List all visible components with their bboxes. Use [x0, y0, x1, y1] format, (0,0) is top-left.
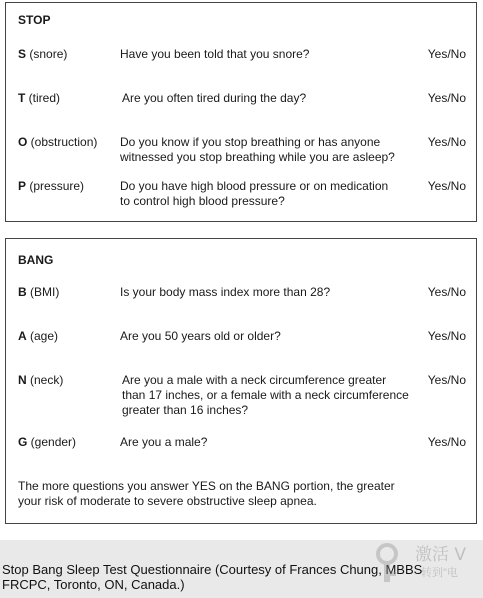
row-question: Are you a male with a neck circumference greater than 17 inches, or a female with a neck circumference greater than 16 inches? — [122, 373, 409, 417]
stop-title: STOP — [18, 13, 51, 27]
row-question: Do you know if you stop breathing or has anyone witnessed you stop breathing while you are asleep? — [120, 135, 395, 164]
row-question: Is your body mass index more than 28? — [120, 285, 331, 299]
row-question: Have you been told that you snore? — [120, 47, 310, 61]
row-answer: Yes/No — [427, 435, 466, 449]
row-label: B (BMI) — [18, 285, 60, 299]
row-answer: Yes/No — [427, 91, 466, 105]
bang-title: BANG — [18, 253, 54, 267]
figure-caption: Stop Bang Sleep Test Questionnaire (Courtesy of Frances Chung, MBBS FRCPC, Toronto, ON, Canada.) — [2, 562, 423, 592]
row-question: Are you often tired during the day? — [122, 91, 307, 105]
row-question: Are you 50 years old or older? — [120, 329, 281, 343]
row-label: T (tired) — [18, 91, 61, 105]
stop-section — [5, 2, 477, 222]
row-answer: Yes/No — [427, 47, 466, 61]
row-answer: Yes/No — [427, 135, 466, 149]
row-label: O (obstruction) — [18, 135, 98, 149]
bang-section — [5, 238, 477, 524]
bang-note: The more questions you answer YES on the BANG portion, the greater your risk of moderate to severe obstructive sleep apnea. — [18, 479, 395, 508]
row-label: A (age) — [18, 329, 59, 343]
figure-caption-bar — [0, 540, 483, 598]
row-label: G (gender) — [18, 435, 77, 449]
row-label: P (pressure) — [18, 179, 85, 193]
watermark-subtext: 转到"电 — [421, 567, 458, 579]
row-question: Are you a male? — [120, 435, 208, 449]
row-answer: Yes/No — [427, 285, 466, 299]
row-answer: Yes/No — [427, 329, 466, 343]
row-label: S (snore) — [18, 47, 68, 61]
row-question: Do you have high blood pressure or on medication to control high blood pressure? — [120, 179, 389, 208]
row-label: N (neck) — [18, 373, 64, 387]
row-answer: Yes/No — [427, 373, 466, 387]
row-answer: Yes/No — [427, 179, 466, 193]
watermark-text: 激活 V — [415, 545, 467, 565]
